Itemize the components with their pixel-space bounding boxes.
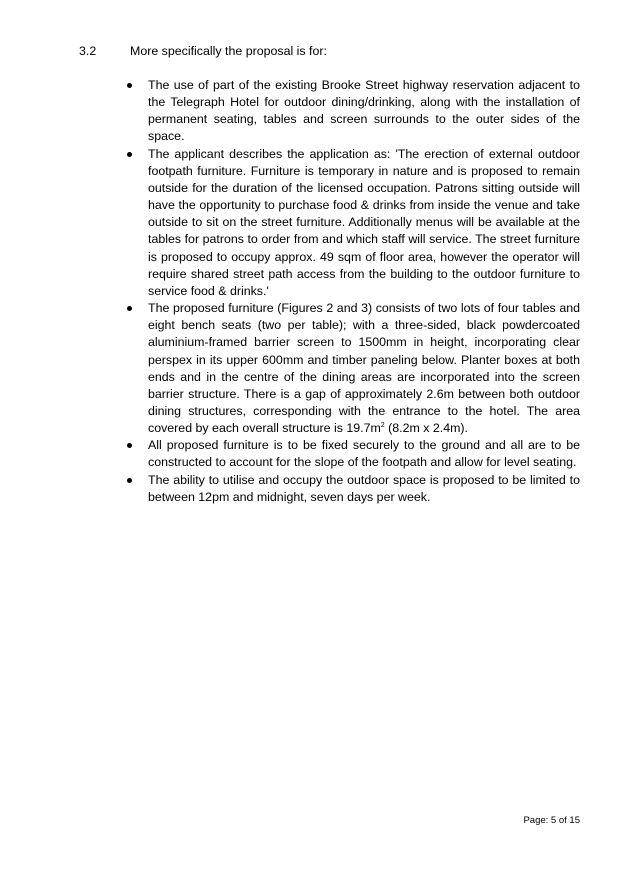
proposal-bullet-list bbox=[148, 77, 580, 506]
section-title: More specifically the proposal is for: bbox=[130, 44, 327, 58]
bullet-item-use-of-reservation bbox=[148, 77, 580, 146]
bullet-icon bbox=[127, 152, 132, 157]
bullet-icon bbox=[127, 306, 132, 311]
bullet-item-applicant-description bbox=[148, 146, 580, 300]
area-unit-superscript: 2 bbox=[380, 422, 385, 430]
page-number: Page: 5 of 15 bbox=[523, 815, 580, 826]
bullet-text: The use of part of the existing Brooke Street highway reservation adjacent to the Telegraph Hotel for outdoor dining/drinking, along with the installation of permanent seating, tables and screen surrounds to the outer sides of the space. bbox=[148, 78, 580, 144]
bullet-item-proposed-furniture bbox=[148, 300, 580, 437]
bullet-text bbox=[148, 301, 580, 435]
section-heading bbox=[0, 41, 622, 61]
bullet-item-fixed-furniture bbox=[148, 437, 580, 471]
bullet-item-operating-hours bbox=[148, 472, 580, 506]
bullet-text-dimensions: (8.2m x 2.4m). bbox=[384, 421, 468, 436]
bullet-icon bbox=[127, 478, 132, 483]
bullet-text: The ability to utilise and occupy the outdoor space is proposed to be limited to between 12pm and midnight, seven days per week. bbox=[148, 472, 580, 504]
bullet-text-main: The proposed furniture (Figures 2 and 3) consists of two lots of four tables and eight bench seats (two per table); with a three-sided, black powdercoated aluminium-framed barrier screen to 1500mm in height, incorporating clear perspex in its upper 600mm and timber paneling below. Planter boxes at both ends and in the centre of the dining areas are incorporated into the screen barrier structure. There is a gap of approximately 2.6m between both outdoor dining structures, corresponding with the entrance to the hotel. The area covered by each overall structure is 19.7m bbox=[148, 301, 580, 436]
bullet-text: The applicant describes the application as: 'The erection of external outdoor footpath furniture. Furniture is temporary in nature and is proposed to remain outside for the duration of the licensed occupation. Patrons sitting outside will have the opportunity to purchase food & drinks from inside the venue and take outside to sit on the street furniture. Additionally menus will be available at the tables for patrons to order from and which staff will service. The street furniture is proposed to occupy approx. 49 sqm of floor area, however the operator will require shared street path access from the building to the outdoor furniture to service food & drinks.' bbox=[148, 146, 580, 298]
bullet-text: All proposed furniture is to be fixed securely to the ground and all are to be constructed to account for the slope of the footpath and allow for level seating. bbox=[148, 438, 580, 470]
bullet-icon bbox=[127, 83, 132, 88]
section-number: 3.2 bbox=[79, 44, 97, 58]
bullet-icon bbox=[127, 443, 132, 448]
